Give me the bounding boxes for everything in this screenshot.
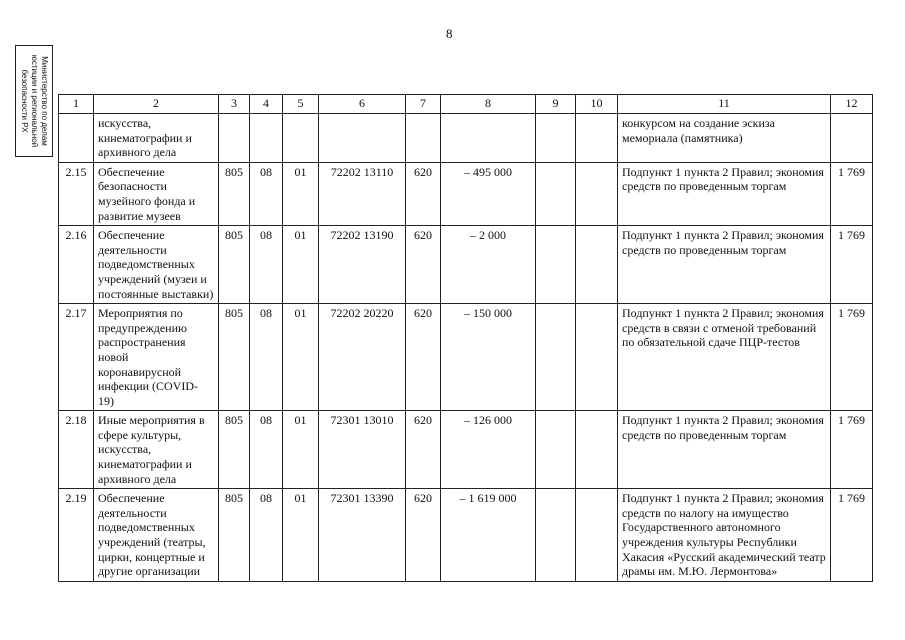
table-header-row: [59, 95, 873, 114]
table-row: [59, 162, 873, 225]
ref-cell: 1 769: [831, 226, 873, 304]
expense-type-cell: 620: [406, 304, 441, 411]
row-number-cell: 2.18: [59, 411, 94, 489]
basis-cell: Подпункт 1 пункта 2 Правил; экономия средств по проведенным торгам: [618, 226, 831, 304]
name-cell: Обеспечение деятельности подведомственных учреждений (театры, цирки, концертные и другие организации: [94, 489, 219, 582]
section-cell: 08: [250, 226, 283, 304]
col9-cell: [536, 411, 576, 489]
amount-cell: [441, 114, 536, 163]
column-header: 8: [441, 95, 536, 114]
basis-cell: конкурсом на создание эскиза мемориала (памятника): [618, 114, 831, 163]
stamp-line: безопасности РХ: [20, 69, 29, 133]
col9-cell: [536, 226, 576, 304]
col10-cell: [576, 114, 618, 163]
table-row: [59, 226, 873, 304]
stamp-line: Министерство по делам: [40, 56, 49, 146]
target-code-cell: 72301 13010: [319, 411, 406, 489]
page-number: 8: [446, 26, 453, 41]
ref-cell: 1 769: [831, 411, 873, 489]
ref-cell: 1 769: [831, 304, 873, 411]
col9-cell: [536, 304, 576, 411]
budget-changes-table: [58, 94, 873, 582]
target-code-cell: 72202 13110: [319, 162, 406, 225]
row-number-cell: 2.15: [59, 162, 94, 225]
basis-cell: Подпункт 1 пункта 2 Правил; экономия средств по проведенным торгам: [618, 162, 831, 225]
basis-cell: Подпункт 1 пункта 2 Правил; экономия средств в связи с отменой требований по обязательной сдаче ПЦР-тестов: [618, 304, 831, 411]
table-row: [59, 489, 873, 582]
code-cell: 805: [219, 162, 250, 225]
col9-cell: [536, 489, 576, 582]
column-header: 4: [250, 95, 283, 114]
table-row: [59, 304, 873, 411]
name-cell: Обеспечение деятельности подведомственных учреждений (музеи и постоянные выставки): [94, 226, 219, 304]
stamp-text: [19, 47, 49, 155]
amount-cell: – 150 000: [441, 304, 536, 411]
row-number-cell: [59, 114, 94, 163]
column-header: 1: [59, 95, 94, 114]
section-cell: 08: [250, 411, 283, 489]
section-cell: 08: [250, 489, 283, 582]
subsection-cell: 01: [283, 226, 319, 304]
row-number-cell: 2.17: [59, 304, 94, 411]
column-header: 7: [406, 95, 441, 114]
expense-type-cell: 620: [406, 162, 441, 225]
column-header: 2: [94, 95, 219, 114]
registration-stamp: [15, 45, 53, 157]
column-header: 10: [576, 95, 618, 114]
col10-cell: [576, 162, 618, 225]
column-header: 3: [219, 95, 250, 114]
col10-cell: [576, 304, 618, 411]
section-cell: 08: [250, 304, 283, 411]
target-code-cell: [319, 114, 406, 163]
stamp-line: юстиции и региональной: [30, 54, 39, 148]
subsection-cell: [283, 114, 319, 163]
expense-type-cell: 620: [406, 411, 441, 489]
target-code-cell: 72202 13190: [319, 226, 406, 304]
section-cell: [250, 114, 283, 163]
basis-cell: Подпункт 1 пункта 2 Правил; экономия средств по налогу на имущество Государственного автономного учреждения культуры Республики Хакасия «Русский академический театр драмы им. М.Ю. Лермонтова»: [618, 489, 831, 582]
section-cell: 08: [250, 162, 283, 225]
column-header: 12: [831, 95, 873, 114]
code-cell: 805: [219, 226, 250, 304]
col10-cell: [576, 226, 618, 304]
column-header: 5: [283, 95, 319, 114]
column-header: 6: [319, 95, 406, 114]
amount-cell: – 495 000: [441, 162, 536, 225]
code-cell: 805: [219, 304, 250, 411]
name-cell: Мероприятия по предупреждению распространения новой коронавирусной инфекции (COVID-19): [94, 304, 219, 411]
name-cell: искусства, кинематографии и архивного дела: [94, 114, 219, 163]
name-cell: Обеспечение безопасности музейного фонда и развитие музеев: [94, 162, 219, 225]
code-cell: [219, 114, 250, 163]
expense-type-cell: 620: [406, 489, 441, 582]
ref-cell: 1 769: [831, 162, 873, 225]
col10-cell: [576, 489, 618, 582]
expense-type-cell: [406, 114, 441, 163]
subsection-cell: 01: [283, 304, 319, 411]
col9-cell: [536, 162, 576, 225]
column-header: 11: [618, 95, 831, 114]
code-cell: 805: [219, 411, 250, 489]
ref-cell: [831, 114, 873, 163]
col9-cell: [536, 114, 576, 163]
amount-cell: – 2 000: [441, 226, 536, 304]
target-code-cell: 72301 13390: [319, 489, 406, 582]
table-row: [59, 411, 873, 489]
subsection-cell: 01: [283, 411, 319, 489]
row-number-cell: 2.19: [59, 489, 94, 582]
name-cell: Иные мероприятия в сфере культуры, искусства, кинематографии и архивного дела: [94, 411, 219, 489]
target-code-cell: 72202 20220: [319, 304, 406, 411]
table-row: [59, 114, 873, 163]
ref-cell: 1 769: [831, 489, 873, 582]
subsection-cell: 01: [283, 489, 319, 582]
expense-type-cell: 620: [406, 226, 441, 304]
column-header: 9: [536, 95, 576, 114]
subsection-cell: 01: [283, 162, 319, 225]
amount-cell: – 1 619 000: [441, 489, 536, 582]
basis-cell: Подпункт 1 пункта 2 Правил; экономия средств по проведенным торгам: [618, 411, 831, 489]
col10-cell: [576, 411, 618, 489]
code-cell: 805: [219, 489, 250, 582]
row-number-cell: 2.16: [59, 226, 94, 304]
amount-cell: – 126 000: [441, 411, 536, 489]
